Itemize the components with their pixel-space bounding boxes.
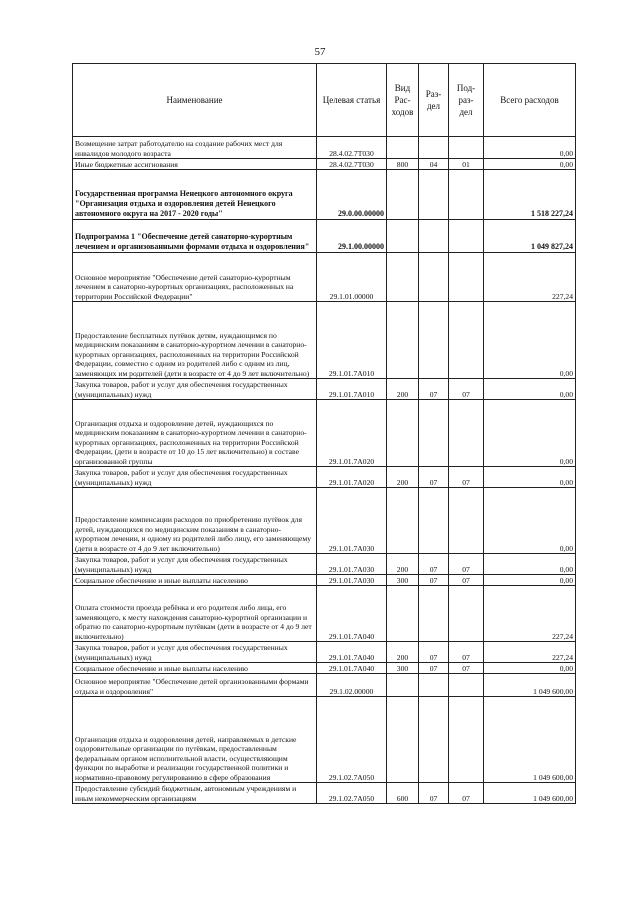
row-subsection — [449, 220, 484, 253]
row-target-article: 29.1.01.7А040 — [317, 586, 387, 642]
row-total: 0,00 — [484, 137, 576, 159]
header-target-article: Целевая статья — [317, 64, 387, 137]
row-name: Предоставление компенсации расходов по приобретению путёвок для детей, нуждающихся по медицинским показаниям в санаторно-курортном лечении, и одному из родителей либо лицу, его заменяющему (дети в возрасте от 4 до 9 лет включительно) — [73, 488, 317, 554]
row-name: Социальное обеспечение и иные выплаты населению — [73, 575, 317, 586]
table-row — [73, 137, 576, 159]
row-expense-type — [387, 400, 419, 467]
row-target-article: 29.1.01.7А010 — [317, 302, 387, 379]
row-subsection: 01 — [449, 159, 484, 170]
row-target-article: 29.1.01.7А020 — [317, 467, 387, 488]
row-target-article: 29.1.02.7А050 — [317, 697, 387, 783]
row-total: 1 049 600,00 — [484, 783, 576, 804]
table-row — [73, 674, 576, 697]
row-expense-type: 300 — [387, 575, 419, 586]
table-row — [73, 554, 576, 575]
row-total: 0,00 — [484, 159, 576, 170]
row-expense-type — [387, 253, 419, 302]
row-target-article: 29.1.02.00000 — [317, 674, 387, 697]
header-expense-type: Вид Рас- ходов — [387, 64, 419, 137]
table-row — [73, 642, 576, 663]
row-expense-type — [387, 302, 419, 379]
row-name: Закупка товаров, работ и услуг для обеспечения государственных (муниципальных) нужд — [73, 379, 317, 400]
row-expense-type: 300 — [387, 663, 419, 674]
row-target-article: 29.1.00.00000 — [317, 220, 387, 253]
row-section — [419, 253, 449, 302]
row-name: Закупка товаров, работ и услуг для обеспечения государственных (муниципальных) нужд — [73, 642, 317, 663]
row-name: Оплата стоимости проезда ребёнка и его родителя либо лица, его заменяющего, к месту нахождения санаторно-курортной организации и обратно по санаторно-курортным путёвкам (дети в возрасте от 4 до 9 лет включительно) — [73, 586, 317, 642]
row-section: 07 — [419, 467, 449, 488]
row-total: 0,00 — [484, 554, 576, 575]
row-subsection: 07 — [449, 642, 484, 663]
row-expense-type — [387, 697, 419, 783]
table-row — [73, 586, 576, 642]
row-name: Социальное обеспечение и иные выплаты населению — [73, 663, 317, 674]
row-total: 1 049 600,00 — [484, 674, 576, 697]
page-number: 57 — [314, 46, 326, 58]
table-row — [73, 467, 576, 488]
table-row — [73, 170, 576, 220]
row-subsection: 07 — [449, 467, 484, 488]
row-target-article: 28.4.02.7Т030 — [317, 137, 387, 159]
row-name: Основное мероприятие "Обеспечение детей организованными формами отдыха и оздоровления" — [73, 674, 317, 697]
row-section: 07 — [419, 663, 449, 674]
table-row — [73, 220, 576, 253]
row-total: 227,24 — [484, 642, 576, 663]
row-section — [419, 697, 449, 783]
row-subsection — [449, 137, 484, 159]
table-row — [73, 253, 576, 302]
row-target-article: 29.1.01.00000 — [317, 253, 387, 302]
row-total: 0,00 — [484, 400, 576, 467]
row-total: 1 518 227,24 — [484, 170, 576, 220]
row-expense-type — [387, 586, 419, 642]
row-name: Закупка товаров, работ и услуг для обеспечения государственных (муниципальных) нужд — [73, 554, 317, 575]
row-total: 0,00 — [484, 575, 576, 586]
row-subsection: 07 — [449, 783, 484, 804]
row-name: Организация отдыха и оздоровление детей, нуждающихся по медицинским показаниям в санаторно-курортном лечении в санаторно-курортных организациях, расположенных на территории Российской Федерации, (дети в возрасте от 10 до 15 лет включительно) в составе организованной группы — [73, 400, 317, 467]
table-row — [73, 783, 576, 804]
row-subsection — [449, 488, 484, 554]
row-section: 07 — [419, 379, 449, 400]
row-subsection: 07 — [449, 663, 484, 674]
row-subsection — [449, 253, 484, 302]
budget-table — [72, 63, 576, 804]
row-section — [419, 220, 449, 253]
row-expense-type: 600 — [387, 783, 419, 804]
row-total: 0,00 — [484, 488, 576, 554]
row-target-article: 29.1.01.7А030 — [317, 554, 387, 575]
row-name: Закупка товаров, работ и услуг для обеспечения государственных (муниципальных) нужд — [73, 467, 317, 488]
row-target-article: 29.1.01.7А030 — [317, 488, 387, 554]
row-total: 227,24 — [484, 253, 576, 302]
row-total: 1 049 827,24 — [484, 220, 576, 253]
row-section — [419, 137, 449, 159]
row-total: 227,24 — [484, 586, 576, 642]
row-name: Иные бюджетные ассигнования — [73, 159, 317, 170]
table-row — [73, 575, 576, 586]
row-section — [419, 674, 449, 697]
row-total: 0,00 — [484, 663, 576, 674]
row-total: 0,00 — [484, 302, 576, 379]
row-name: Предоставление бесплатных путёвок детям, нуждающимся по медицинским показаниям в санаторно-курортном лечении в санаторно-курортных организациях, расположенных на территории Российской Федерации, совместно с одним из родителей либо с одним из лиц, заменяющих им родителей (дети в возрасте от 4 до 9 лет включительно) — [73, 302, 317, 379]
table-row — [73, 302, 576, 379]
row-target-article: 29.1.01.7А030 — [317, 575, 387, 586]
row-expense-type — [387, 674, 419, 697]
table-row — [73, 159, 576, 170]
row-total: 1 049 600,00 — [484, 697, 576, 783]
row-name: Организация отдыха и оздоровления детей, направляемых в детские оздоровительные организации по путёвкам, предоставленным федеральным органом исполнительной власти, осуществляющим функции по выработке и реализации государственной политики и нормативно-правовому регулированию в сфере образования — [73, 697, 317, 783]
row-name: Государственная программа Ненецкого автономного округа "Организация отдыха и оздоровления детей Ненецкого автономного округа на 2017 - 2020 годы" — [73, 170, 317, 220]
row-subsection — [449, 586, 484, 642]
row-target-article: 29.1.01.7А040 — [317, 663, 387, 674]
row-expense-type: 800 — [387, 159, 419, 170]
table-row — [73, 697, 576, 783]
row-expense-type — [387, 220, 419, 253]
row-section — [419, 586, 449, 642]
header-total-expenses: Всего расходов — [484, 64, 576, 137]
row-total: 0,00 — [484, 379, 576, 400]
table-row — [73, 663, 576, 674]
row-subsection — [449, 697, 484, 783]
row-subsection — [449, 674, 484, 697]
row-target-article: 29.0.00.00000 — [317, 170, 387, 220]
row-target-article: 29.1.01.7А010 — [317, 379, 387, 400]
row-section: 07 — [419, 642, 449, 663]
row-section — [419, 302, 449, 379]
row-expense-type: 200 — [387, 467, 419, 488]
table-row — [73, 379, 576, 400]
row-expense-type — [387, 488, 419, 554]
row-expense-type: 200 — [387, 554, 419, 575]
row-expense-type: 200 — [387, 379, 419, 400]
row-target-article: 28.4.02.7Т030 — [317, 159, 387, 170]
row-target-article: 29.1.01.7А020 — [317, 400, 387, 467]
row-subsection — [449, 170, 484, 220]
row-expense-type — [387, 137, 419, 159]
row-subsection — [449, 302, 484, 379]
row-section: 04 — [419, 159, 449, 170]
table-header-row — [73, 64, 576, 137]
row-subsection — [449, 400, 484, 467]
row-total: 0,00 — [484, 467, 576, 488]
row-subsection: 07 — [449, 379, 484, 400]
row-target-article: 29.1.02.7А050 — [317, 783, 387, 804]
header-subsection: Под- раз- дел — [449, 64, 484, 137]
row-name: Подпрограмма 1 "Обеспечение детей санаторно-курортным лечением и организованными формами отдыха и оздоровления" — [73, 220, 317, 253]
row-section — [419, 170, 449, 220]
row-expense-type: 200 — [387, 642, 419, 663]
row-subsection: 07 — [449, 554, 484, 575]
header-name: Наименование — [73, 64, 317, 137]
row-subsection: 07 — [449, 575, 484, 586]
row-expense-type — [387, 170, 419, 220]
table-row — [73, 400, 576, 467]
row-section: 07 — [419, 575, 449, 586]
row-target-article: 29.1.01.7А040 — [317, 642, 387, 663]
row-section — [419, 488, 449, 554]
table-row — [73, 488, 576, 554]
row-section: 07 — [419, 554, 449, 575]
row-name: Возмещение затрат работодателю на создание рабочих мест для инвалидов молодого возраста — [73, 137, 317, 159]
row-name: Основное мероприятие "Обеспечение детей санаторно-курортным лечением в санаторно-курортных организациях, расположенных на территории Российской Федерации" — [73, 253, 317, 302]
header-section: Раз- дел — [419, 64, 449, 137]
row-section: 07 — [419, 783, 449, 804]
row-name: Предоставление субсидий бюджетным, автономным учреждениям и иным некоммерческим организациям — [73, 783, 317, 804]
row-section — [419, 400, 449, 467]
